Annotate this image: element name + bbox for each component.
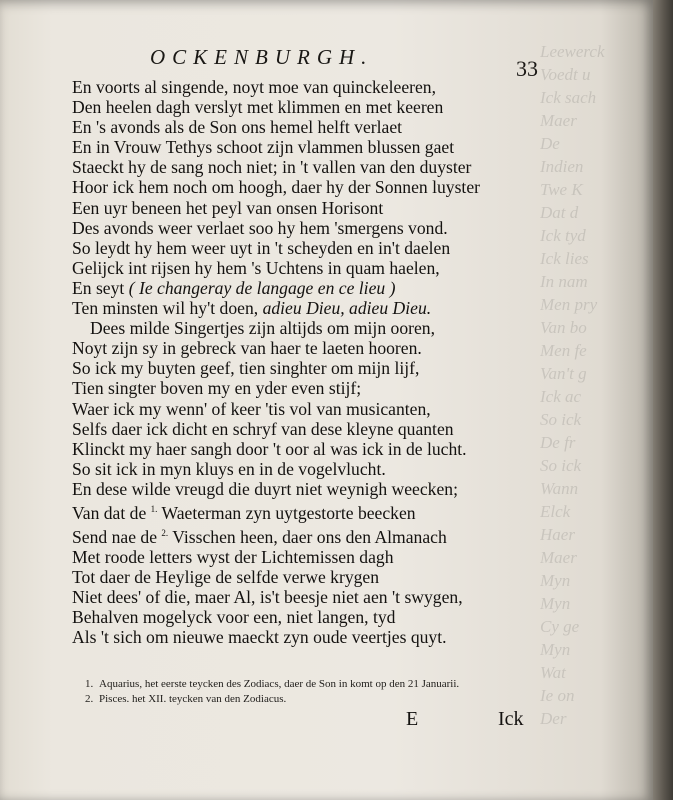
verse-line: En dese wilde vreugd die duyrt niet weynigh weecken; bbox=[72, 478, 458, 499]
footnote-number: 1. bbox=[85, 678, 94, 690]
verse-line: Den heelen dagh verslyt met klimmen en met keeren bbox=[72, 97, 444, 118]
bleed-line: Men fe bbox=[540, 341, 587, 360]
verse-line: Tot daer de Heylige de selfde verwe krygen bbox=[72, 566, 380, 587]
verse-line: Hoor ick hem noch om hoogh, daer hy der Sonnen luyster bbox=[72, 177, 480, 198]
footnote-reference: 1. bbox=[150, 503, 158, 514]
verse-line: Als 't sich om nieuwe maeckt zyn oude veertjes quyt. bbox=[72, 627, 447, 648]
verse-line: Gelijck int rijsen hy hem 's Uchtens in quam haelen, bbox=[72, 257, 440, 278]
bleed-line: Dat d bbox=[540, 203, 579, 222]
verse-text: Ten minsten wil hy't doen, bbox=[72, 298, 259, 319]
verse-line bbox=[72, 523, 532, 547]
bleed-line: Wann bbox=[540, 479, 579, 498]
bleed-line: Ick ac bbox=[540, 387, 582, 406]
bleed-line: Ick tyd bbox=[540, 226, 586, 245]
bleed-line: Myn bbox=[540, 571, 571, 590]
bleed-line: In nam bbox=[540, 272, 588, 291]
verse-line: En 's avonds als de Son ons hemel helft verlaet bbox=[72, 117, 403, 138]
bleed-line: Indien bbox=[540, 157, 584, 176]
bleed-line: Ick sach bbox=[540, 88, 597, 107]
verse-line: Klinckt my haer sangh door 't oor al was ick in de lucht. bbox=[72, 438, 467, 459]
verse-line: Staeckt hy de sang noch niet; in 't vallen van den duyster bbox=[72, 157, 472, 178]
bleed-line: Van bo bbox=[540, 318, 587, 337]
verse-line: En voorts al singende, noyt moe van quinckeleeren, bbox=[72, 77, 436, 97]
bleed-line: Ie on bbox=[540, 686, 575, 705]
bleed-line: Elck bbox=[540, 502, 571, 521]
verse-line: Dees milde Singertjes zijn altijds om mijn ooren, bbox=[90, 318, 435, 339]
bleed-line: De bbox=[540, 134, 560, 153]
verse-line: Noyt zijn sy in gebreck van haer te laeten hooren. bbox=[72, 338, 422, 359]
bleed-line: So ick bbox=[540, 456, 582, 475]
running-head: OCKENBURGH. bbox=[150, 45, 374, 69]
footnote bbox=[85, 677, 545, 692]
bleed-line: Der bbox=[540, 709, 567, 728]
footnote-text: Aquarius, het eerste teycken des Zodiacs, daer de Son in komt op den 21 Januarii. bbox=[99, 678, 460, 690]
verse-text: Visschen heen, daer ons den Almanach bbox=[172, 526, 447, 547]
verse-line: Selfs daer ick dicht en schryf van dese kleyne quanten bbox=[72, 418, 454, 439]
bleed-line: Cy ge bbox=[540, 617, 580, 636]
footnote-reference: 2. bbox=[161, 527, 169, 538]
verse-line: En in Vrouw Tethys schoot zijn vlammen blussen gaet bbox=[72, 137, 455, 158]
page-number: 33 bbox=[516, 56, 538, 81]
verse-line: Een uyr beneen het peyl van onsen Horisont bbox=[72, 197, 384, 218]
verse-line: Des avonds weer verlaet soo hy hem 'smergens vond. bbox=[72, 217, 448, 238]
footnote-text: Pisces. het XII. teycken van den Zodiacus. bbox=[99, 693, 287, 705]
signature-mark: E bbox=[406, 708, 419, 730]
bleed-line: Ick lies bbox=[540, 249, 589, 268]
verse-text: Waeterman zyn uytgestorte beecken bbox=[161, 502, 416, 523]
verse-line: Niet dees' of die, maer Al, is't beesje niet aen 't swygen, bbox=[72, 587, 463, 608]
verse-text: Van dat de bbox=[72, 502, 147, 523]
verse-line bbox=[72, 278, 532, 298]
verse-line: Behalven mogelyck voor een, niet langen, tyd bbox=[72, 607, 396, 628]
verse-block bbox=[72, 77, 532, 647]
bleed-line: Men pry bbox=[540, 295, 598, 314]
bleed-line: Twe K bbox=[540, 180, 583, 199]
bleed-line: Voedt u bbox=[540, 65, 591, 84]
footnote bbox=[85, 692, 545, 707]
verse-text: En seyt bbox=[72, 277, 125, 298]
bleed-line: Maer bbox=[540, 111, 577, 130]
verse-line: So ick my buyten geef, tien singhter om mijn lijf, bbox=[72, 358, 420, 379]
verse-line bbox=[72, 298, 532, 318]
bleed-line: Leewerck bbox=[540, 42, 605, 61]
bleed-line: De fr bbox=[540, 433, 576, 452]
verse-text: Send nae de bbox=[72, 526, 158, 547]
bleed-line: Myn bbox=[540, 640, 571, 659]
verse-line: So leydt hy hem weer uyt in 't scheyden en in't daelen bbox=[72, 237, 451, 258]
verse-line: Met roode letters wyst der Lichtemissen dagh bbox=[72, 546, 394, 567]
verse-line: Tien singter boven my en yder even stijf; bbox=[72, 378, 362, 399]
verse-line: Waer ick my wenn' of keer 'tis vol van musicanten, bbox=[72, 398, 431, 419]
bleed-line: Maer bbox=[540, 548, 577, 567]
italic-aside: ( Ie changeray de langage en ce lieu ) bbox=[128, 277, 396, 298]
bleed-through-text bbox=[540, 40, 640, 740]
footnote-number: 2. bbox=[85, 693, 94, 705]
bleed-line: So ick bbox=[540, 410, 582, 429]
italic-farewell: adieu Dieu, adieu Dieu. bbox=[262, 298, 432, 319]
bleed-line: Haer bbox=[540, 525, 575, 544]
catchword: Ick bbox=[498, 708, 524, 730]
book-spine-edge bbox=[651, 0, 673, 800]
bleed-line: Van't g bbox=[540, 364, 587, 383]
verse-line bbox=[72, 499, 532, 523]
footnotes bbox=[85, 677, 545, 707]
verse-line: So sit ick in myn kluys en in de vogelvlucht. bbox=[72, 458, 386, 479]
bleed-line: Myn bbox=[540, 594, 571, 613]
bleed-line: Wat bbox=[540, 663, 566, 682]
